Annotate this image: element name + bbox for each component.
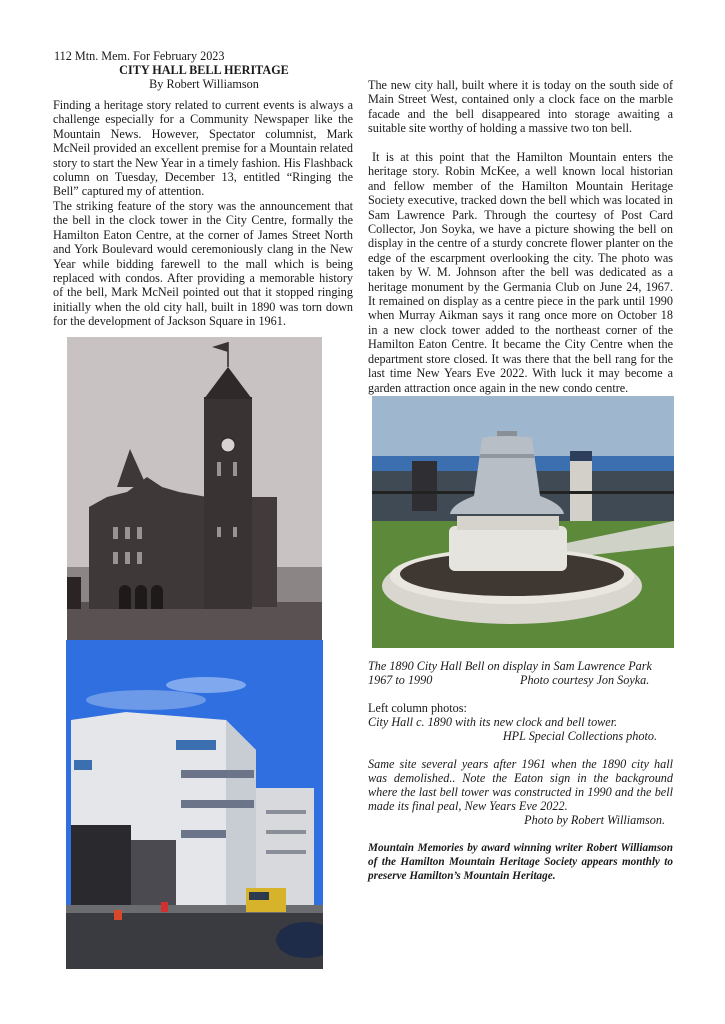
bell-caption: The 1890 City Hall Bell on display in Sam Lawrence Park	[368, 659, 652, 673]
caption-block	[368, 659, 673, 883]
bell-caption-years: 1967 to 1990	[368, 673, 433, 687]
bell-caption-second-line	[368, 673, 673, 687]
photo-old-city-hall	[67, 337, 322, 640]
paragraph-intro: Finding a heritage story related to current events is always a challenge especially for a Community Newspaper like the Mountain News. However, Spectator columnist, Mark McNeil provided an excellent premise for a Mountain related story to start the New Year in a timely fashion. His Flashback column on Tuesday, December 13, entitled “Ringing the Bell” captured my of attention.	[53, 98, 353, 199]
byline: By Robert Williamson	[149, 77, 259, 91]
bell-caption-credit: Photo courtesy Jon Soyka.	[520, 673, 650, 687]
city-hall-credit: HPL Special Collections photo.	[502, 729, 657, 743]
paragraph-new-city-hall: The new city hall, built where it is today on the south side of Main Street West, contained only a clock face on the marble facade and the bell disappeared into storage awaiting a suitable site worthy of holding a massive two ton bell.	[368, 78, 673, 136]
article-title: CITY HALL BELL HERITAGE	[119, 63, 289, 77]
photo-same-site-modern	[66, 640, 323, 969]
left-column-photos-heading: Left column photos:	[368, 701, 467, 715]
photo-bell-sam-lawrence-park	[372, 396, 674, 648]
same-site-caption: Same site several years after 1961 when the 1890 city hall was demolished.. Note the Eaton sign in the background where the last bell tower was constructed in 1990 and the bell made its final peal, New Years Eve 2022.	[368, 757, 673, 813]
issue-line: 112 Mtn. Mem. For February 2023	[54, 49, 225, 63]
footer-note: Mountain Memories by award winning writer Robert Williamson of the Hamilton Mountain Heritage Society appears monthly to preserve Hamilton’s Mountain Heritage.	[368, 842, 673, 882]
paragraph-striking-feature: The striking feature of the story was the announcement that the bell in the clock tower in the City Centre, formally the Hamilton Eaton Centre, at the corner of James Street North and York Boulevard would ceremoniously clang in the New Year while bidding farewell to the mall which is being replaced with condos. After providing a memorable history of the bell, Mark McNeil pointed out that it stopped ringing initially when the old city hall, built in 1890 was torn down for the development of Jackson Square in 1961.	[53, 199, 353, 329]
city-hall-caption: City Hall c. 1890 with its new clock and bell tower.	[368, 715, 618, 729]
paragraph-mountain-heritage: It is at this point that the Hamilton Mountain enters the heritage story. Robin McKee, a well known local historian and fellow member of the Hamilton Mountain Heritage Society executive, tracked down the bell which was located in Sam Lawrence Park. Through the courtesy of Post Card Collector, Jon Soyka, we have a picture showing the bell on display in the centre of a sturdy concrete flower planter on the edge of the escarpment overlooking the city. The photo was taken by W. M. Johnson after the bell was dedicated as a heritage monument by the Germania Club on June 24, 1967. It remained on display as a centre piece in the park until 1990 when Murray Aikman says it rang once more on October 18 in a new clock tower added to the northeast corner of the Hamilton Eaton Centre. It became the City Centre when the department store closed. It was there that the bell rang for the last time New Years Eve 2022. With luck it may become a garden attraction once again in the new condo centre.	[368, 150, 673, 395]
same-site-credit: Photo by Robert Williamson.	[524, 813, 665, 827]
